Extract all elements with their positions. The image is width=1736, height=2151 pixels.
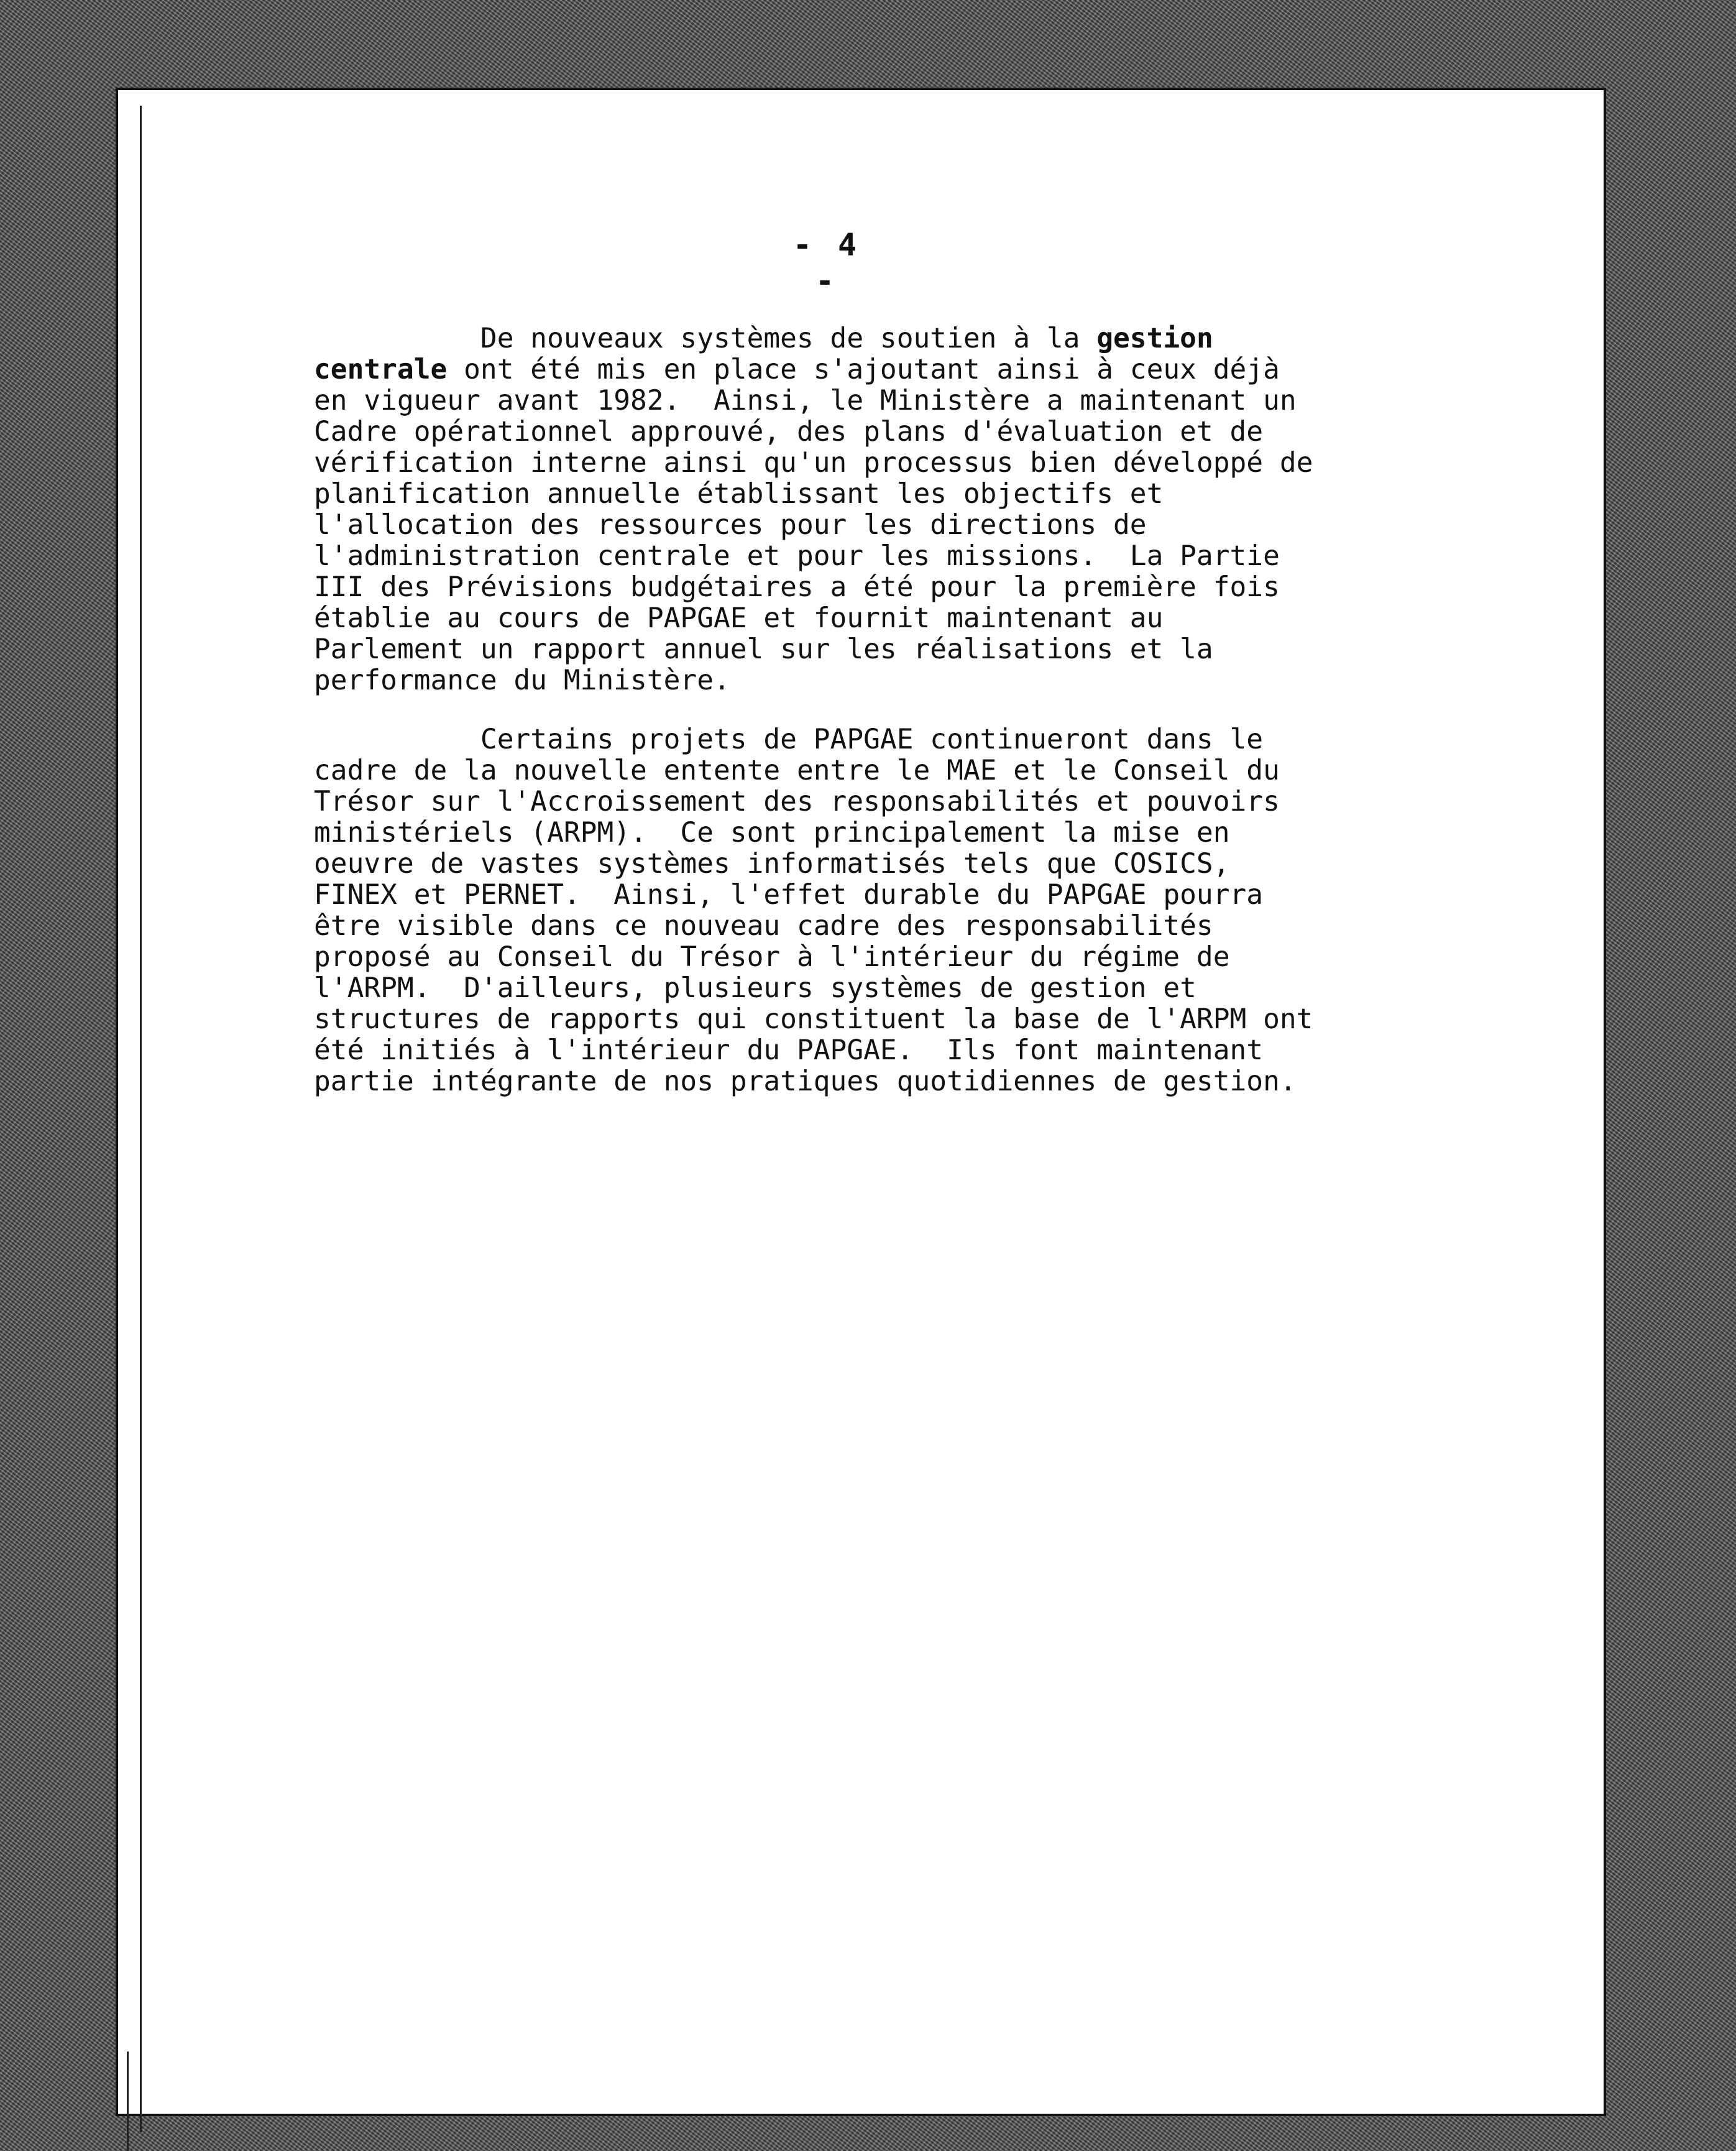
line-text: Cadre opérationnel approuvé, des plans d'évaluation et de [314, 416, 1264, 448]
text-line [314, 880, 1470, 911]
binding-edge-line-lower [127, 2052, 129, 2151]
line-text: être visible dans ce nouveau cadre des responsabilités [314, 910, 1213, 942]
text-line [314, 510, 1470, 541]
text-line [314, 1066, 1470, 1097]
line-text: ministériels (ARPM). Ce sont principalement la mise en [314, 817, 1230, 849]
text-line [314, 724, 1470, 755]
line-text: été initiés à l'intérieur du PAPGAE. Ils font maintenant [314, 1034, 1264, 1066]
line-text: proposé au Conseil du Trésor à l'intérieur du régime de [314, 941, 1230, 973]
line-text: Parlement un rapport annuel sur les réalisations et la [314, 633, 1213, 665]
line-text: ont été mis en place s'ajoutant ainsi à ceux déjà [447, 354, 1280, 385]
line-text: Certains projets de PAPGAE continueront dans le [314, 724, 1264, 755]
text-line [314, 323, 1470, 354]
text-line [314, 786, 1470, 818]
text-line [314, 665, 1470, 696]
line-text: III des Prévisions budgétaires a été pour la première fois [314, 571, 1280, 603]
text-line [314, 911, 1470, 942]
paragraph-gap [314, 696, 1470, 724]
text-line [314, 479, 1470, 510]
line-text: l'administration centrale et pour les missions. La Partie [314, 540, 1280, 572]
text-line [314, 354, 1470, 385]
line-text: cadre de la nouvelle entente entre le MAE et le Conseil du [314, 755, 1280, 786]
line-text: performance du Ministère. [314, 665, 730, 696]
line-text: De nouveaux systèmes de soutien à la [314, 323, 1097, 354]
binding-edge-line [140, 106, 142, 2132]
line-text: l'allocation des ressources pour les directions de [314, 509, 1147, 541]
page-number: - 4 - [792, 227, 861, 299]
line-text: FINEX et PERNET. Ainsi, l'effet durable du PAPGAE pourra [314, 879, 1264, 911]
text-line [314, 1035, 1470, 1066]
line-text: partie intégrante de nos pratiques quotidiennes de gestion. [314, 1066, 1297, 1097]
text-line [314, 1004, 1470, 1035]
text-line [314, 541, 1470, 572]
text-line [314, 755, 1470, 786]
text-line [314, 634, 1470, 665]
body-text [314, 323, 1470, 1097]
text-line [314, 603, 1470, 634]
text-line [314, 417, 1470, 448]
text-line [314, 942, 1470, 973]
line-text: planification annuelle établissant les objectifs et [314, 478, 1164, 510]
line-text: structures de rapports qui constituent la base de l'ARPM ont [314, 1003, 1313, 1035]
text-line [314, 849, 1470, 880]
text-line [314, 973, 1470, 1004]
line-text: en vigueur avant 1982. Ainsi, le Ministère a maintenant un [314, 385, 1297, 417]
paragraph [314, 724, 1470, 1097]
paragraph [314, 323, 1470, 696]
bold-text: gestion [1096, 323, 1213, 354]
text-line [314, 818, 1470, 849]
line-text: oeuvre de vastes systèmes informatisés tels que COSICS, [314, 848, 1230, 880]
line-text: l'ARPM. D'ailleurs, plusieurs systèmes de gestion et [314, 972, 1196, 1004]
line-text: Trésor sur l'Accroissement des responsabilités et pouvoirs [314, 786, 1280, 818]
bold-text: centrale [314, 354, 448, 385]
text-line [314, 385, 1470, 417]
line-text: vérification interne ainsi qu'un processus bien développé de [314, 447, 1313, 479]
text-line [314, 448, 1470, 479]
text-line [314, 572, 1470, 603]
line-text: établie au cours de PAPGAE et fournit maintenant au [314, 602, 1164, 634]
